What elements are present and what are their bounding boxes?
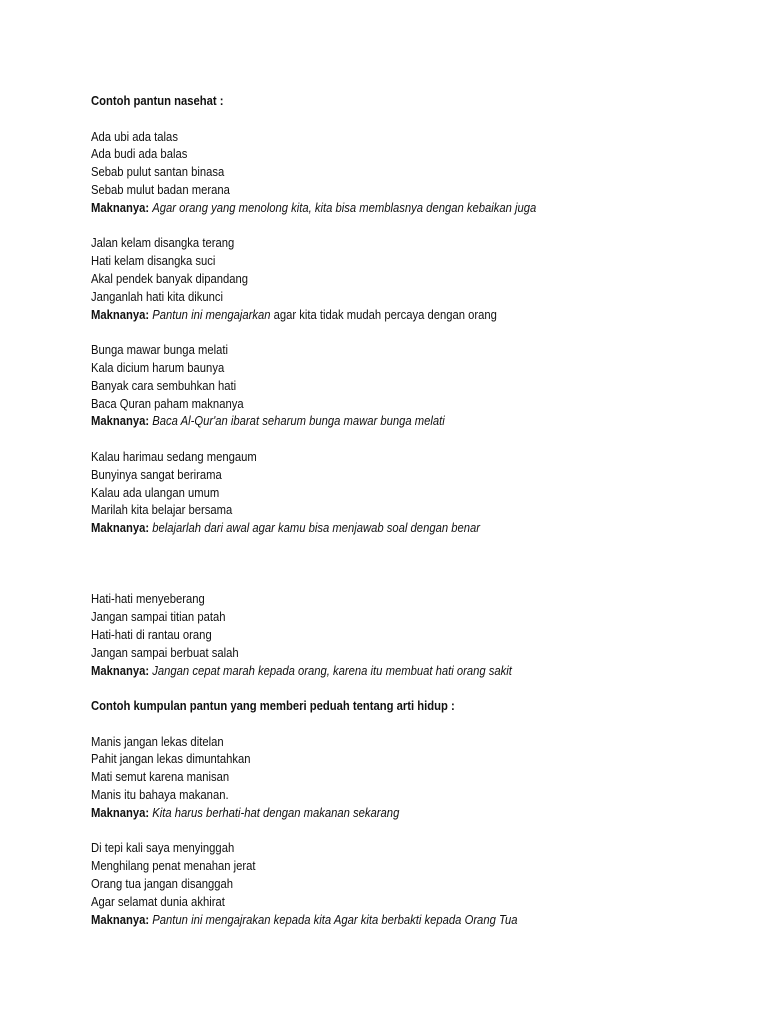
heading-pantun-arti-hidup: Contoh kumpulan pantun yang memberi peduah tentang arti hidup : — [91, 699, 455, 714]
meaning-text: Jangan cepat marah kepada orang, karena itu membuat hati orang sakit — [152, 663, 512, 678]
pantun-stanza — [91, 235, 685, 324]
pantun-stanza — [91, 840, 685, 929]
pantun-line: Bunyinya sangat berirama — [91, 467, 222, 482]
pantun-line: Jangan sampai berbuat salah — [91, 645, 239, 660]
pantun-line: Manis itu bahaya makanan. — [91, 788, 229, 803]
pantun-line: Hati kelam disangka suci — [91, 254, 216, 269]
pantun-stanza — [91, 591, 685, 680]
meaning-text-plain: agar kita tidak mudah percaya dengan orang — [273, 307, 497, 322]
pantun-stanza — [91, 449, 685, 538]
meaning-text: Agar orang yang menolong kita, kita bisa memblasnya dengan kebaikan juga — [152, 200, 537, 215]
meaning-text: belajarlah dari awal agar kamu bisa menjawab soal dengan benar — [152, 521, 480, 536]
pantun-line: Marilah kita belajar bersama — [91, 503, 233, 518]
pantun-meaning — [91, 663, 685, 681]
meaning-label: Maknanya: — [91, 912, 150, 927]
pantun-line: Sebab pulut santan binasa — [91, 165, 225, 180]
pantun-meaning — [91, 413, 685, 431]
pantun-line: Ada budi ada balas — [91, 147, 188, 162]
meaning-text: Pantun ini mengajarkan — [152, 307, 271, 322]
pantun-line: Janganlah hati kita dikunci — [91, 289, 223, 304]
pantun-line: Bunga mawar bunga melati — [91, 343, 228, 358]
meaning-label: Maknanya: — [91, 663, 150, 678]
meaning-text: Baca Al-Qur'an ibarat seharum bunga mawar bunga melati — [152, 414, 445, 429]
pantun-meaning — [91, 200, 685, 218]
pantun-line: Jangan sampai titian patah — [91, 610, 226, 625]
meaning-label: Maknanya: — [91, 200, 150, 215]
pantun-stanza — [91, 342, 685, 431]
meaning-text: Kita harus berhati-hat dengan makanan sekarang — [152, 805, 400, 820]
pantun-line: Mati semut karena manisan — [91, 770, 230, 785]
pantun-line: Pahit jangan lekas dimuntahkan — [91, 752, 251, 767]
pantun-line: Ada ubi ada talas — [91, 129, 178, 144]
pantun-line: Kala dicium harum baunya — [91, 360, 225, 375]
pantun-line: Agar selamat dunia akhirat — [91, 894, 225, 909]
pantun-line: Kalau harimau sedang mengaum — [91, 449, 257, 464]
meaning-label: Maknanya: — [91, 307, 150, 322]
pantun-line: Kalau ada ulangan umum — [91, 485, 220, 500]
pantun-line: Sebab mulut badan merana — [91, 182, 230, 197]
document-page — [91, 93, 685, 929]
pantun-line: Manis jangan lekas ditelan — [91, 734, 224, 749]
pantun-line: Baca Quran paham maknanya — [91, 396, 244, 411]
pantun-line: Hati-hati menyeberang — [91, 592, 205, 607]
meaning-label: Maknanya: — [91, 414, 150, 429]
pantun-meaning — [91, 307, 685, 325]
pantun-line: Menghilang penat menahan jerat — [91, 859, 256, 874]
pantun-line: Hati-hati di rantau orang — [91, 627, 212, 642]
pantun-stanza — [91, 734, 685, 823]
meaning-label: Maknanya: — [91, 805, 150, 820]
pantun-meaning — [91, 912, 685, 930]
meaning-text: Pantun ini mengajrakan kepada kita Agar kita berbakti kepada Orang Tua — [152, 912, 518, 927]
pantun-line: Orang tua jangan disanggah — [91, 877, 233, 892]
pantun-stanza — [91, 129, 685, 218]
pantun-meaning — [91, 520, 685, 538]
pantun-line: Jalan kelam disangka terang — [91, 236, 235, 251]
pantun-line: Di tepi kali saya menyinggah — [91, 841, 235, 856]
pantun-line: Akal pendek banyak dipandang — [91, 271, 249, 286]
meaning-label: Maknanya: — [91, 521, 150, 536]
pantun-meaning — [91, 805, 685, 823]
heading-pantun-nasehat: Contoh pantun nasehat : — [91, 94, 224, 108]
pantun-line: Banyak cara sembuhkan hati — [91, 378, 237, 393]
